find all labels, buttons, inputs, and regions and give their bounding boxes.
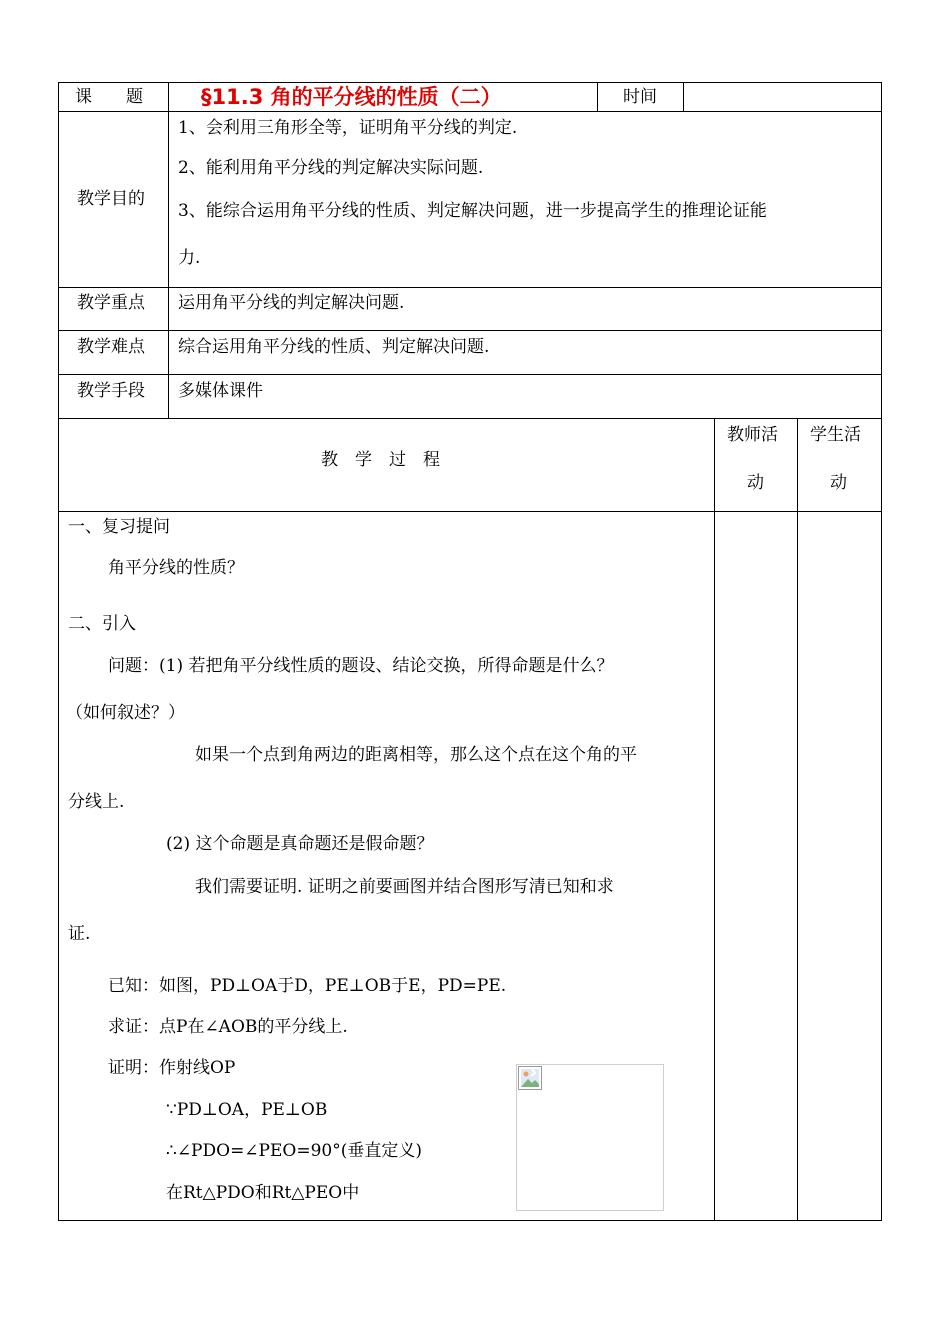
difficulty-label: 教学难点 [77, 337, 145, 357]
content-line: 如果一个点到角两边的距离相等，那么这个点在这个角的平 [195, 745, 637, 765]
means-label: 教学手段 [77, 381, 145, 401]
table-line [58, 418, 882, 419]
content-line: 角平分线的性质？ [108, 558, 244, 578]
objective-item: 1、会利用三角形全等，证明角平分线的判定. [178, 118, 518, 138]
table-line [58, 374, 882, 375]
content-line: （如何叙述？） [66, 703, 185, 723]
lesson-title: §11.3 角的平分线的性质（二） [201, 85, 502, 109]
teacher-activity-header: 教师活 [727, 425, 778, 445]
objective-item: 2、能利用角平分线的判定解决实际问题. [178, 158, 484, 178]
content-line: 分线上. [68, 792, 125, 812]
table-line [597, 82, 598, 112]
proof-line: 在Rt△PDO和Rt△PEO中 [166, 1183, 360, 1203]
table-line [683, 82, 684, 112]
table-line [58, 511, 882, 512]
section-title: 二、引入 [68, 614, 136, 634]
table-line [881, 82, 882, 1221]
process-label: 教 学 过 程 [321, 450, 440, 470]
section-title: 一、复习提问 [68, 517, 170, 537]
content-line: 问题：(1) 若把角平分线性质的题设、结论交换，所得命题是什么？ [108, 656, 614, 676]
objective-item: 力. [178, 248, 201, 268]
proof-line: ∵PD⊥OA，PE⊥OB [166, 1100, 328, 1120]
proof-line: ∴∠PDO=∠PEO=90°(垂直定义) [166, 1141, 422, 1161]
key-point-label: 教学重点 [77, 293, 145, 313]
broken-image-icon [518, 1066, 542, 1090]
content-line: (2) 这个命题是真命题还是假命题？ [166, 834, 434, 854]
student-activity-header: 动 [830, 473, 847, 493]
objectives-label: 教学目的 [77, 189, 145, 209]
proof-line: 证明：作射线OP [108, 1058, 236, 1078]
means-text: 多媒体课件 [178, 381, 263, 401]
topic-label: 课 题 [75, 87, 143, 107]
table-line [58, 111, 882, 112]
key-point-text: 运用角平分线的判定解决问题. [178, 293, 405, 313]
table-line [714, 418, 715, 1221]
table-line [58, 82, 59, 1221]
table-line [58, 287, 882, 288]
content-line: 我们需要证明. 证明之前要画图并结合图形写清已知和求 [195, 877, 614, 897]
table-line [168, 82, 169, 419]
teacher-activity-header: 动 [747, 473, 764, 493]
table-line [58, 1220, 882, 1221]
content-line: 证. [68, 924, 91, 944]
table-line [58, 330, 882, 331]
table-line [58, 82, 882, 83]
given-line: 已知：如图，PD⊥OA于D，PE⊥OB于E，PD=PE. [108, 976, 507, 996]
table-line [797, 418, 798, 1221]
difficulty-text: 综合运用角平分线的性质、判定解决问题. [178, 337, 490, 357]
figure-image-placeholder [516, 1064, 664, 1211]
time-label: 时间 [623, 87, 657, 107]
objective-item: 3、能综合运用角平分线的性质、判定解决问题，进一步提高学生的推理论证能 [178, 201, 767, 221]
student-activity-header: 学生活 [810, 425, 861, 445]
prove-line: 求证：点P在∠AOB的平分线上. [108, 1017, 348, 1037]
